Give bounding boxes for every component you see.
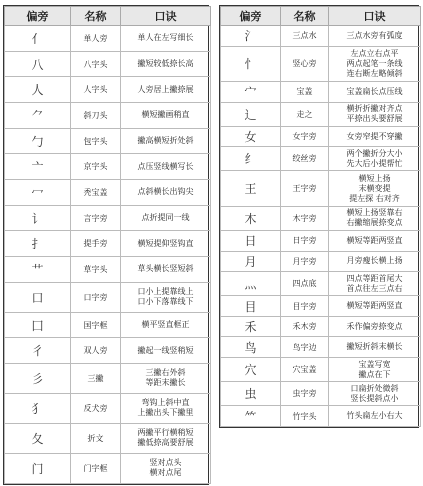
table-row	[5, 393, 211, 423]
name-cell: 王字旁	[281, 171, 329, 207]
rule-cell: 横短上扬竖靠右 右撇缩展捺变点	[329, 206, 421, 230]
rule-cell: 宝盖写宽 撇点在下	[329, 358, 421, 382]
left-table	[3, 5, 209, 485]
radical-cell: 勹	[5, 128, 71, 154]
table-row	[221, 206, 421, 230]
name-cell: 国字框	[71, 312, 121, 338]
radical-cell: 月	[221, 251, 281, 272]
rule-cell: 横短等距两竖直	[329, 296, 421, 317]
rule-cell: 竖对点头 横对点尾	[121, 453, 211, 483]
table-row	[221, 171, 421, 207]
rule-cell: 宝盖扁长点压线	[329, 82, 421, 103]
rule-cell: 横短等距两竖直	[329, 231, 421, 252]
radical-cell: 鸟	[221, 337, 281, 358]
rule-cell: 横短撇画稍直	[121, 103, 211, 129]
rule-cell: 撇起一线竖稍短	[121, 338, 211, 364]
rule-cell: 横短上扬 末横变提 提左探 右对齐	[329, 171, 421, 207]
radical-cell: ⺮	[221, 406, 281, 427]
radical-cell: 氵	[221, 26, 281, 47]
name-cell: 秃宝盖	[71, 180, 121, 206]
table-row	[5, 231, 211, 257]
name-cell: 竖心旁	[281, 46, 329, 82]
radical-cell: 女	[221, 126, 281, 147]
table-row	[5, 282, 211, 312]
table-row	[5, 51, 211, 77]
table-row	[5, 128, 211, 154]
table-row	[221, 82, 421, 103]
table-row	[221, 251, 421, 272]
name-cell: 四点底	[281, 272, 329, 296]
table-row	[5, 205, 211, 231]
radical-cell: 忄	[221, 46, 281, 82]
radical-cell: 八	[5, 51, 71, 77]
table-row	[5, 423, 211, 453]
table-row	[5, 338, 211, 364]
header-rule: 口诀	[329, 7, 421, 26]
name-cell: 双人旁	[71, 338, 121, 364]
radical-cell: 木	[221, 206, 281, 230]
radical-cell: 亠	[5, 154, 71, 180]
header-name: 名称	[71, 7, 121, 26]
name-cell: 鸟字边	[281, 337, 329, 358]
table-row	[221, 406, 421, 427]
radical-cell: 冖	[5, 180, 71, 206]
name-cell: 提手旁	[71, 231, 121, 257]
name-cell: 绞丝旁	[281, 147, 329, 171]
table-row	[221, 382, 421, 406]
table-row	[221, 296, 421, 317]
name-cell: 京字头	[71, 154, 121, 180]
table-row	[221, 358, 421, 382]
rule-cell: 两撇平行横稍短 撇低捺高要舒展	[121, 423, 211, 453]
rule-cell: 三撇右外斜 等距末撇长	[121, 364, 211, 394]
radical-cell: 宀	[221, 82, 281, 103]
table-row	[5, 77, 211, 103]
name-cell: 口字旁	[71, 282, 121, 312]
radical-cell: 虫	[221, 382, 281, 406]
radical-cell: 彡	[5, 364, 71, 394]
rule-cell: 点压竖线横写长	[121, 154, 211, 180]
radical-cell: 夂	[5, 423, 71, 453]
table-row	[221, 46, 421, 82]
table-row	[5, 312, 211, 338]
radical-cell: 王	[221, 171, 281, 207]
radical-cell: 彳	[5, 338, 71, 364]
table-row	[5, 154, 211, 180]
radical-cell: 禾	[221, 316, 281, 337]
table-row	[221, 126, 421, 147]
name-cell: 人字头	[71, 77, 121, 103]
table-row	[5, 180, 211, 206]
radical-cell: 灬	[221, 272, 281, 296]
rule-cell: 横平竖直框正	[121, 312, 211, 338]
name-cell: 单人旁	[71, 26, 121, 52]
name-cell: 木字旁	[281, 206, 329, 230]
table-row	[221, 102, 421, 126]
rule-cell: 弯钩上斜中直 上撇出头下撇里	[121, 393, 211, 423]
name-cell: 反犬旁	[71, 393, 121, 423]
name-cell: 三撇	[71, 364, 121, 394]
radical-cell: ⺈	[5, 103, 71, 129]
radical-cell: 囗	[5, 312, 71, 338]
table-row	[221, 147, 421, 171]
name-cell: 斜刀头	[71, 103, 121, 129]
name-cell: 宝盖	[281, 82, 329, 103]
rule-cell: 单人在左写细长	[121, 26, 211, 52]
table-row	[5, 364, 211, 394]
radical-cell: 门	[5, 453, 71, 483]
table-row	[5, 257, 211, 283]
rule-cell: 月旁瘦长横上扬	[329, 251, 421, 272]
radical-cell: 人	[5, 77, 71, 103]
header-radical: 偏旁	[221, 7, 281, 26]
radical-cell: 扌	[5, 231, 71, 257]
rule-cell: 点斜横长出钩尖	[121, 180, 211, 206]
name-cell: 草字头	[71, 257, 121, 283]
rule-cell: 点折提同一线	[121, 205, 211, 231]
radical-cell: 亻	[5, 26, 71, 52]
rule-cell: 左点立右点平 两点起笔一条线 连右断左略倾斜	[329, 46, 421, 82]
rule-cell: 撇高横短折处斜	[121, 128, 211, 154]
table-row	[5, 453, 211, 483]
radical-cell: 纟	[221, 147, 281, 171]
rule-cell: 口扁折处微斜 竖长提斜点小	[329, 382, 421, 406]
name-cell: 言字旁	[71, 205, 121, 231]
name-cell: 禾木旁	[281, 316, 329, 337]
radical-cell: 口	[5, 282, 71, 312]
radical-cell: 艹	[5, 257, 71, 283]
name-cell: 日字旁	[281, 231, 329, 252]
radical-cell: 目	[221, 296, 281, 317]
table-row	[221, 272, 421, 296]
rule-cell: 禾作偏旁捺变点	[329, 316, 421, 337]
name-cell: 女字旁	[281, 126, 329, 147]
radical-cell: 犭	[5, 393, 71, 423]
rule-cell: 四点等距首尾大 首点往左三点右	[329, 272, 421, 296]
rule-cell: 人旁居上撇捺展	[121, 77, 211, 103]
rule-cell: 草头横长竖短斜	[121, 257, 211, 283]
rule-cell: 横折折撇对齐点 平捺出头要舒展	[329, 102, 421, 126]
header-row	[5, 7, 211, 26]
name-cell: 包字头	[71, 128, 121, 154]
name-cell: 竹字头	[281, 406, 329, 427]
header-row	[221, 7, 421, 26]
table-row	[221, 231, 421, 252]
name-cell: 三点水	[281, 26, 329, 47]
name-cell: 虫字旁	[281, 382, 329, 406]
name-cell: 穴宝盖	[281, 358, 329, 382]
rule-cell: 撇短较低捺长高	[121, 51, 211, 77]
table-row	[221, 316, 421, 337]
radical-cell: 辶	[221, 102, 281, 126]
rule-cell: 三点水旁有弧度	[329, 26, 421, 47]
radical-cell: 日	[221, 231, 281, 252]
name-cell: 月字旁	[281, 251, 329, 272]
name-cell: 目字旁	[281, 296, 329, 317]
radical-cell: 讠	[5, 205, 71, 231]
name-cell: 走之	[281, 102, 329, 126]
name-cell: 折文	[71, 423, 121, 453]
table-row	[221, 26, 421, 47]
rule-cell: 两个撇折分大小 先大后小提帮忙	[329, 147, 421, 171]
right-table	[219, 5, 419, 428]
rule-cell: 口小上提靠线上 口小下落靠线下	[121, 282, 211, 312]
header-radical: 偏旁	[5, 7, 71, 26]
table-row	[5, 103, 211, 129]
table-row	[5, 26, 211, 52]
radical-cell: 穴	[221, 358, 281, 382]
header-name: 名称	[281, 7, 329, 26]
name-cell: 门字框	[71, 453, 121, 483]
header-rule: 口诀	[121, 7, 211, 26]
rule-cell: 竹头扁左小右大	[329, 406, 421, 427]
rule-cell: 横短提仰竖钩直	[121, 231, 211, 257]
rule-cell: 撇短折斜末横长	[329, 337, 421, 358]
name-cell: 八字头	[71, 51, 121, 77]
table-row	[221, 337, 421, 358]
rule-cell: 女旁窄提不穿撇	[329, 126, 421, 147]
